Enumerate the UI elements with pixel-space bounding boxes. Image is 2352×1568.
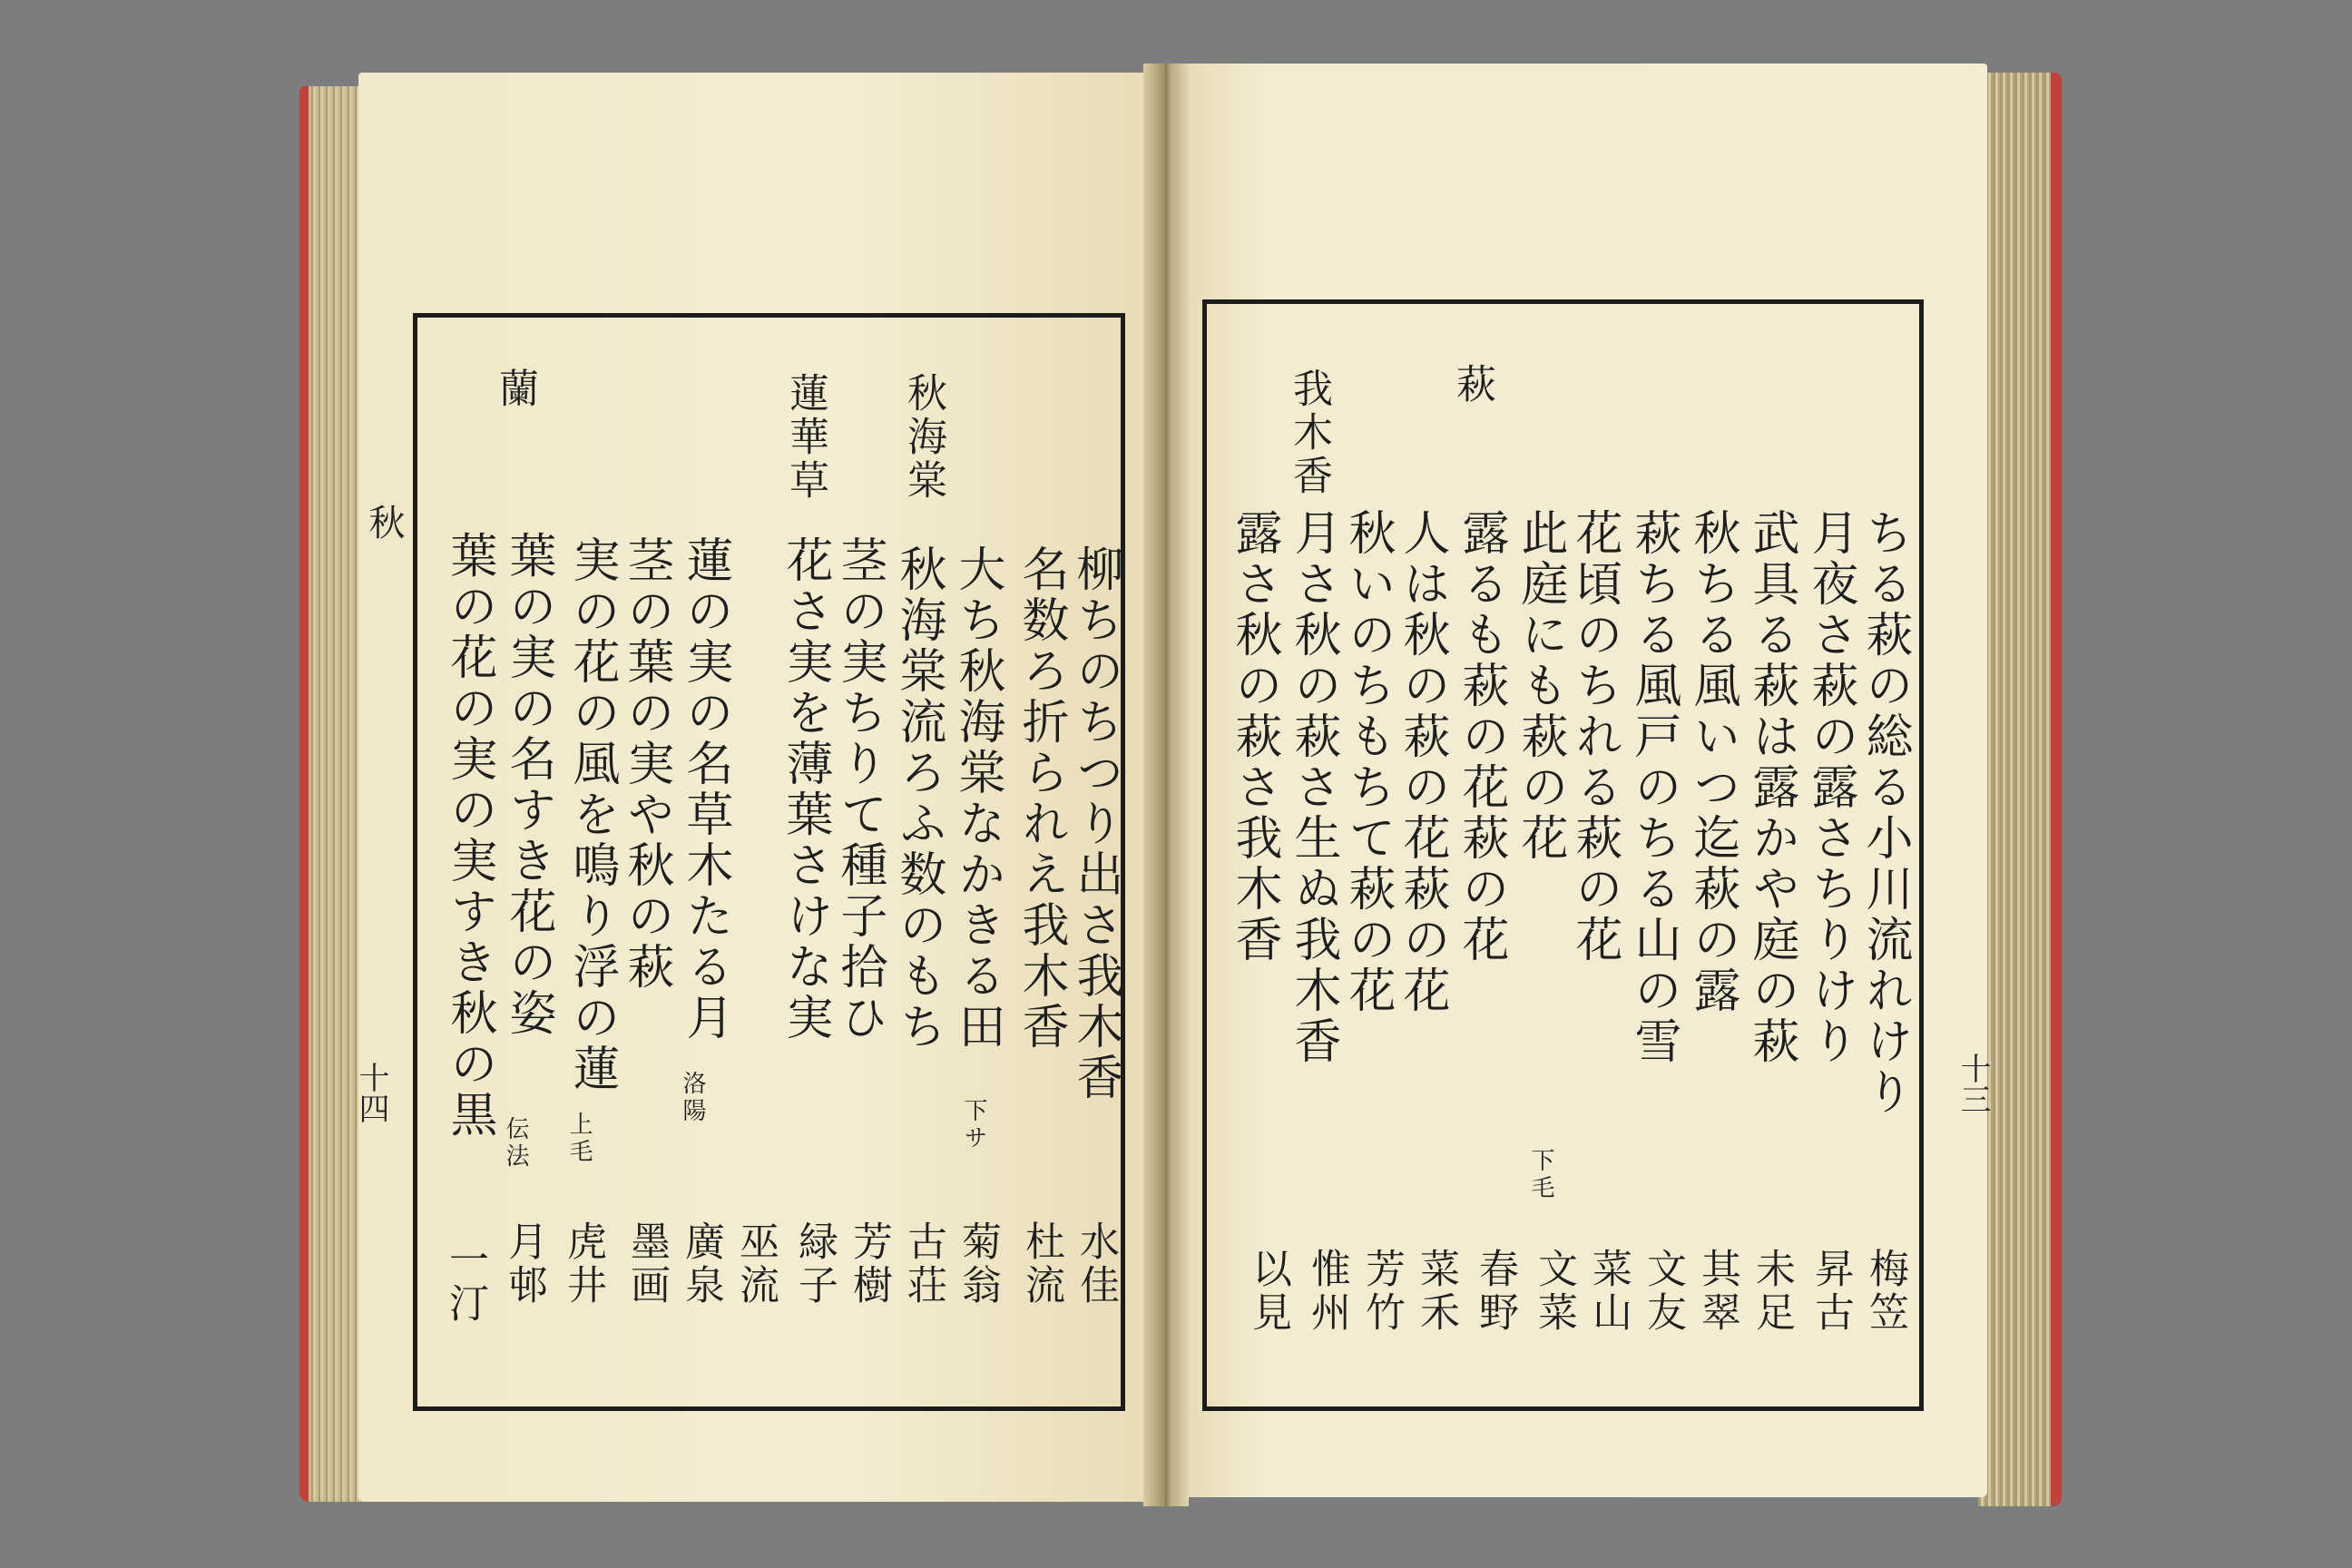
heading-hagi: 萩 xyxy=(1449,363,1495,407)
author-name: 昇古 xyxy=(1808,1248,1854,1335)
author-name: 惟州 xyxy=(1304,1248,1350,1335)
verse: 露さ秋の萩さ我木香 xyxy=(1227,508,1281,965)
author-name: 月邨 xyxy=(501,1220,547,1308)
left-page-number: 十四 xyxy=(353,1062,389,1123)
right-page-edges xyxy=(1978,73,2062,1506)
author-name: 未足 xyxy=(1749,1248,1795,1335)
location-note: 上毛 xyxy=(565,1112,593,1166)
author-name: 以見 xyxy=(1245,1248,1291,1335)
location-note: 洛陽 xyxy=(679,1071,706,1125)
verse: 月夜さ萩の露さちりけり xyxy=(1803,508,1857,1067)
verse: 茎の実ちりて種子拾ひ xyxy=(832,535,887,1044)
verse: 名数ろ折られえ我木香 xyxy=(1014,544,1068,1053)
location-note: 下サ xyxy=(960,1098,987,1152)
verse: 武具る萩は露かや庭の萩 xyxy=(1744,508,1798,1067)
verse: 秋海棠流ろふ数のもち xyxy=(891,544,946,1053)
verse: 此庭にも萩の花 xyxy=(1513,508,1567,864)
verse: 露るも萩の花萩の花 xyxy=(1454,508,1508,965)
right-page-number: 十三 xyxy=(1955,1053,1991,1114)
book-gutter xyxy=(1143,64,1189,1506)
verse: 蓮の実の名草木たる月 xyxy=(678,535,732,1044)
heading-gamokko: 我木香 xyxy=(1286,368,1332,498)
verse: 花さ実を薄葉さけな実 xyxy=(778,535,832,1044)
author-name: 杜流 xyxy=(1018,1220,1064,1308)
verse: 人は秋の萩の花萩の花 xyxy=(1395,508,1449,1016)
author-name: 梅笠 xyxy=(1862,1248,1908,1335)
author-name: 緑子 xyxy=(791,1220,838,1308)
author-name: 墨画 xyxy=(623,1220,670,1308)
author-name: 其翠 xyxy=(1694,1248,1740,1335)
author-name: 菊翁 xyxy=(955,1220,1001,1308)
author-name: 芳樹 xyxy=(846,1220,892,1308)
author-name: 菜山 xyxy=(1585,1248,1632,1335)
verse: 秋ちる風いつ迄萩の露 xyxy=(1685,508,1740,1016)
verse: 月さ秋の萩さ生ぬ我木香 xyxy=(1286,508,1340,1067)
author-name: 文友 xyxy=(1640,1248,1686,1335)
location-note: 下毛 xyxy=(1527,1148,1554,1202)
author-name: 文菜 xyxy=(1531,1248,1577,1335)
verse: 萩ちる風戸のちる山の雪 xyxy=(1626,508,1681,1067)
verse: 柳ちのちつり出さ我木香 xyxy=(1068,544,1122,1103)
verse: 秋いのちもちて萩の花 xyxy=(1340,508,1395,1016)
author-name: 水佳 xyxy=(1073,1220,1119,1308)
heading-ran: 蘭 xyxy=(492,368,538,411)
author-name: 芳竹 xyxy=(1358,1248,1405,1335)
author-name: 廣泉 xyxy=(678,1220,724,1308)
verse: 葉の実の名すき花の姿 xyxy=(501,531,555,1039)
heading-rengeso: 蓮華草 xyxy=(782,372,828,503)
heading-shukaido: 秋海棠 xyxy=(900,372,946,503)
author-name: 古荘 xyxy=(900,1220,946,1308)
left-margin-label: 秋 xyxy=(363,504,405,540)
verse: 花頃のちれる萩の花 xyxy=(1567,508,1622,965)
author-name: 一汀 xyxy=(442,1239,488,1326)
author-name: 巫流 xyxy=(732,1220,779,1308)
verse: 実の花の風を鳴り浮の蓮 xyxy=(564,535,619,1094)
author-name: 春野 xyxy=(1472,1248,1518,1335)
verse: 大ち秋海棠なかきる田 xyxy=(950,544,1004,1053)
verse: ちる萩の総る小川流れけり xyxy=(1857,508,1912,1118)
location-note: 伝法 xyxy=(502,1116,529,1171)
verse: 茎の葉の実や秋の萩 xyxy=(619,535,673,993)
author-name: 菜禾 xyxy=(1413,1248,1459,1335)
author-name: 虎井 xyxy=(560,1220,606,1308)
verse: 葉の花の実の実すき秋の黒 xyxy=(442,531,496,1141)
